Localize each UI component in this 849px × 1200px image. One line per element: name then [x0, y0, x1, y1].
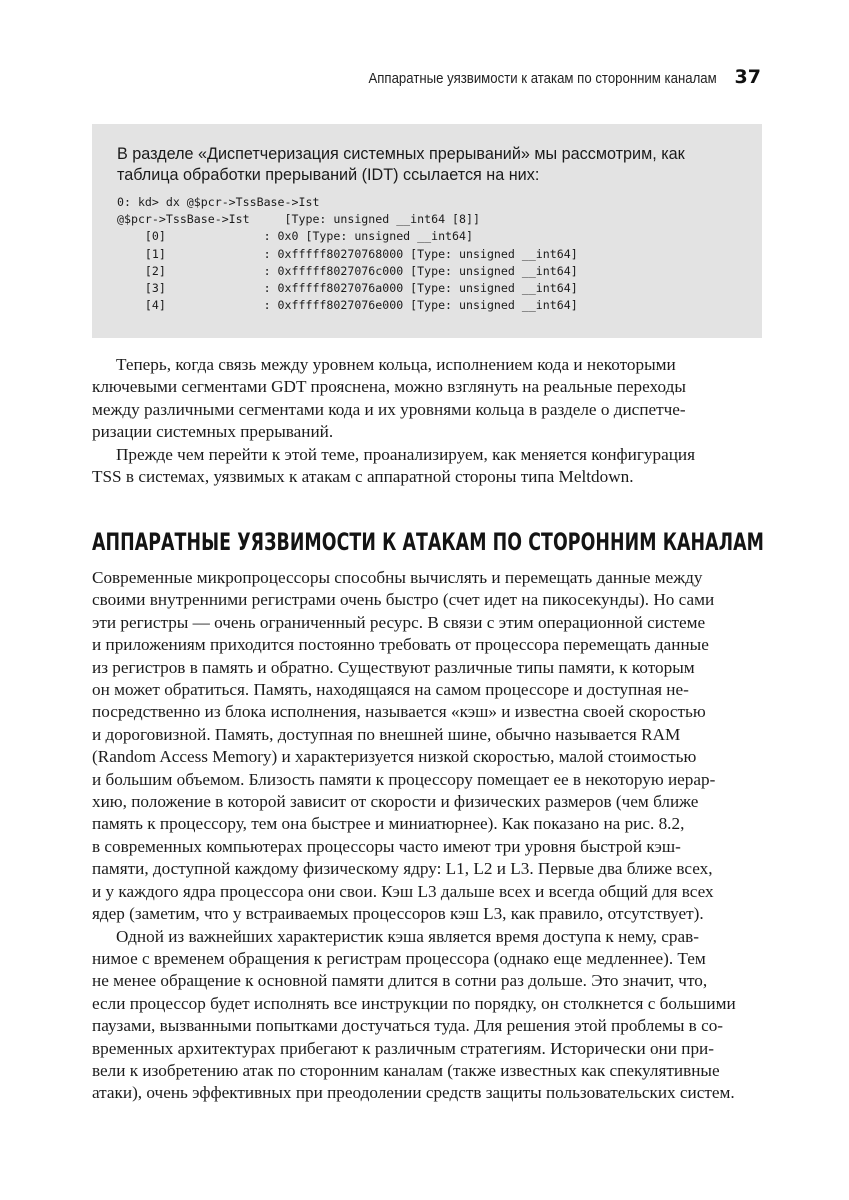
text-line: (Random Access Memory) и характеризуется низкой скоростью, малой стоимостью: [92, 747, 697, 767]
text-line: вели к изобретению атак по сторонним каналам (также известных как спекулятивные: [92, 1060, 720, 1080]
text-line: из регистров в память и обратно. Существуют различные типы памяти, к которым: [92, 657, 695, 677]
text-line: Одной из важнейших характеристик кэша является время доступа к нему, срав-: [116, 926, 699, 946]
text-line: паузами, вызванными попытками достучаться туда. Для решения этой проблемы в со-: [92, 1016, 724, 1036]
text-line: памяти, доступной каждому физическому ядру: L1, L2 и L3. Первые два ближе всех,: [92, 859, 713, 879]
text-line: своими внутренними регистрами очень быстро (счет идет на пикосекунды). Но сами: [92, 590, 715, 610]
code-listing: [117, 194, 738, 314]
paragraph-memory-hierarchy: [92, 567, 772, 926]
running-header-title: Аппаратные уязвимости к атакам по сторонним каналам: [368, 70, 717, 87]
code-line: @$pcr->TssBase->Ist [Type: unsigned __int64 [8]]: [117, 212, 480, 227]
code-line: [0] : 0x0 [Type: unsigned __int64]: [117, 229, 473, 244]
code-line: 0: kd> dx @$pcr->TssBase->Ist: [117, 195, 320, 209]
text-block-before-heading: [92, 354, 772, 488]
text-line: и дороговизной. Память, доступная по внешней шине, обычно называется RAM: [92, 724, 681, 744]
text-line: TSS в системах, уязвимых к атакам с аппаратной стороны типа Meltdown.: [92, 467, 634, 487]
paragraph-cache-access: [92, 926, 772, 1105]
code-intro-line: В разделе «Диспетчеризация системных прерываний» мы рассмотрим, как: [117, 145, 685, 163]
text-block-after-heading: [92, 567, 772, 1105]
text-line: ризации системных прерываний.: [92, 422, 334, 442]
code-intro-line: таблица обработки прерываний (IDT) ссылается на них:: [117, 166, 540, 184]
text-line: и приложениям приходится постоянно требовать от процессора перемещать данные: [92, 635, 709, 655]
code-example-box: [92, 124, 762, 338]
text-line: эти регистры — очень ограниченный ресурс. В связи с этим операционной системе: [92, 612, 706, 632]
section-heading: АППАРАТНЫЕ УЯЗВИМОСТИ К АТАКАМ ПО СТОРОННИМ КАНАЛАМ: [92, 528, 764, 556]
text-line: атаки), очень эффективных при преодолении средств защиты пользовательских систем.: [92, 1083, 735, 1103]
text-line: Современные микропроцессоры способны вычислять и перемещать данные между: [92, 568, 703, 587]
text-line: память к процессору, тем она быстрее и миниатюрнее). Как показано на рис. 8.2,: [92, 814, 685, 834]
text-line: хию, положение в которой зависит от скорости и физических размеров (чем ближе: [92, 792, 699, 812]
running-header: [321, 66, 761, 88]
text-line: временных архитектурах прибегают к различным стратегиям. Исторически они при-: [92, 1038, 714, 1058]
text-line: и большим объемом. Близость памяти к процессору помещает ее в некоторую иерар-: [92, 769, 716, 789]
text-line: нимое с временем обращения к регистрам процессора (однако еще медленнее). Тем: [92, 948, 706, 968]
text-line: ключевыми сегментами GDT прояснена, можно взглянуть на реальные переходы: [92, 377, 686, 397]
text-line: между различными сегментами кода и их уровнями кольца в разделе о диспетче-: [92, 399, 686, 419]
code-line: [1] : 0xfffff80270768000 [Type: unsigned __int64]: [117, 246, 578, 261]
paragraph-tss-meltdown: [92, 444, 772, 489]
text-line: ядер (заметим, что у встраиваемых процессоров кэш L3, как правило, отсутствует).: [92, 904, 704, 924]
text-line: посредственно из блока исполнения, называется «кэш» и известна своей скоростью: [92, 702, 706, 722]
text-line: и у каждого ядра процессора они свои. Кэш L3 дальше всех и всегда общий для всех: [92, 881, 714, 901]
paragraph-ring-levels: [92, 354, 772, 444]
page-number: 37: [734, 66, 761, 88]
code-line: [3] : 0xfffff8027076a000 [Type: unsigned __int64]: [117, 281, 578, 296]
code-line: [4] : 0xfffff8027076e000 [Type: unsigned __int64]: [117, 298, 578, 313]
text-line: он может обратиться. Память, находящаяся на самом процессоре и доступная не-: [92, 680, 689, 700]
code-intro-text: [117, 144, 738, 186]
text-line: не менее обращение к основной памяти длится в сотни раз дольше. Это значит, что,: [92, 971, 708, 991]
text-line: Теперь, когда связь между уровнем кольца, исполнением кода и некоторыми: [116, 355, 676, 374]
code-line: [2] : 0xfffff8027076c000 [Type: unsigned __int64]: [117, 263, 578, 278]
text-line: в современных компьютерах процессоры часто имеют три уровня быстрой кэш-: [92, 836, 681, 856]
text-line: Прежде чем перейти к этой теме, проанализируем, как меняется конфигурация: [116, 444, 696, 464]
text-line: если процессор будет исполнять все инструкции по порядку, он столкнется с большими: [92, 993, 736, 1013]
